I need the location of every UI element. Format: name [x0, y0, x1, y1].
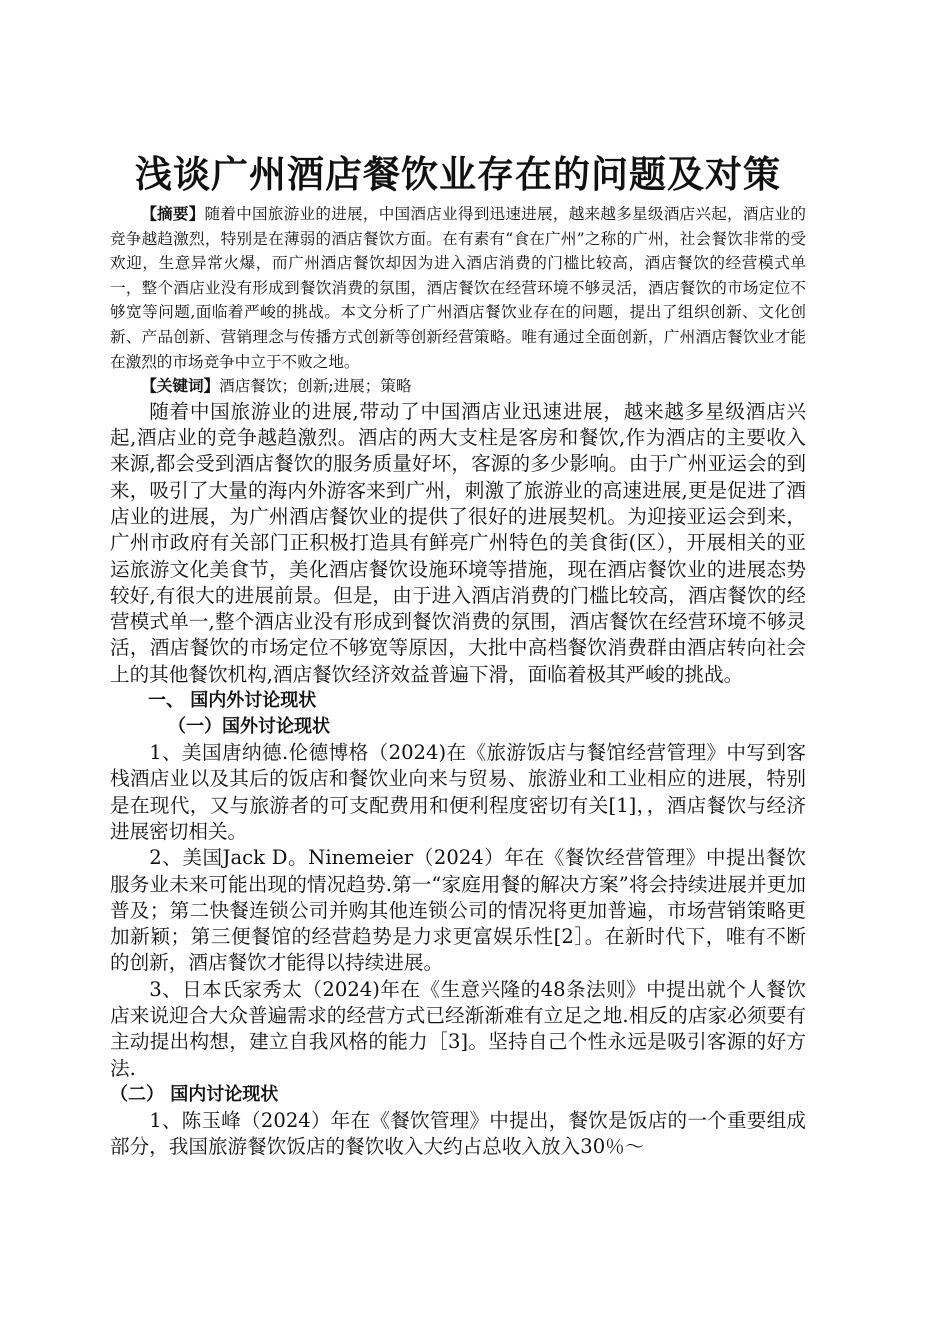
foreign-paragraph-1: 1、美国唐纳德.伦德博格（2024)在《旅游饭店与餐馆经营管理》中写到客栈酒店业以及其后的饭店和餐饮业向来与贸易、旅游业和工业相应的进展，特别是在现代，又与旅游者的可支配费用和便利程度密切有关[1]，，酒店餐饮与经济进展密切相关。: [110, 741, 806, 843]
foreign-paragraph-2: 2、美国Jack D。Ninemeier（2024）年在《餐饮经营管理》中提出餐饮服务业未来可能出现的情况趋势.第一“家庭用餐的解决方案”将会持续进展并更加普及；第二快餐连锁公司并购其他连锁公司的情况将更加普遍，市场营销策略更加新颖；第三便餐馆的经营趋势是力求更富娱乐性[2］。在新时代下，唯有不断的创新，酒店餐饮才能得以持续进展。: [110, 846, 806, 975]
document-title: 浅谈广州酒店餐饮业存在的问题及对策: [135, 153, 781, 196]
abstract-label: 【摘要】: [141, 204, 205, 223]
keywords: [110, 374, 806, 399]
domestic-paragraph-1: 1、陈玉峰（2024）年在《餐饮管理》中提出，餐饮是饭店的一个重要组成部分，我国旅游餐饮饭店的餐饮收入大约占总收入放入30％～: [110, 1108, 806, 1159]
foreign-paragraph-3: 3、日本氏家秀太（2024)年在《生意兴隆的48条法则》中提出就个人餐饮店来说迎合大众普遍需求的经营方式已经渐渐难有立足之地.相反的店家必须要有主动提出构想，建立自我风格的能力［3]。坚持自己个性永远是吸引客源的好方法.: [110, 977, 806, 1080]
keywords-text: 酒店餐饮；创新;进展；策略: [219, 377, 412, 396]
subsection-heading-foreign: （一）国外讨论现状: [168, 716, 330, 738]
document-page: [110, 148, 806, 1160]
intro-paragraph: 随着中国旅游业的进展,带动了中国酒店业迅速进展，越来越多星级酒店兴起,酒店业的竞争越趋激烈。酒店的两大支柱是客房和餐饮,作为酒店的主要收入来源,都会受到酒店餐饮的服务质量好坏，客源的多少影响。由于广州亚运会的到来，吸引了大量的海内外游客来到广州，刺激了旅游业的高速进展,更是促进了酒店业的进展，为广州酒店餐饮业的提供了很好的进展契机。为迎接亚运会到来，广州市政府有关部门正积极打造具有鲜亮广州特色的美食街(区），开展相关的亚运旅游文化美食节，美化酒店餐饮设施环境等措施，现在酒店餐饮业的进展态势较好,有很大的进展前景。但是，由于进入酒店消费的门槛比较高，酒店餐饮的经营模式单一,整个酒店业没有形成到餐饮消费的氛围，酒店餐饮在经营环境不够灵活，酒店餐饮的市场定位不够宽等原因，大批中高档餐饮消费群由酒店转向社会上的其他餐饮机构,酒店餐饮经济效益普遍下滑，面临着极其严峻的挑战。: [110, 399, 806, 686]
section-heading-1: 一、 国内外讨论现状: [148, 690, 317, 712]
abstract: [110, 202, 806, 374]
subsection-heading-domestic: （二） 国内讨论现状: [110, 1083, 279, 1105]
keywords-label: 【关键词】: [141, 376, 220, 396]
abstract-text: 随着中国旅游业的进展，中国酒店业得到迅速进展，越来越多星级酒店兴起，酒店业的竞争越趋激烈，特别是在薄弱的酒店餐饮方面。在有素有“食在广州”之称的广州，社会餐饮非常的受欢迎，生意异常火爆，而广州酒店餐饮却因为进入酒店消费的门槛比较高，酒店餐饮的经营模式单一，整个酒店业没有形成到餐饮消费的氛围，酒店餐饮在经营环境不够灵活，酒店餐饮的市场定位不够宽等问题,面临着严峻的挑战。本文分析了广州酒店餐饮业存在的问题，提出了组织创新、文化创新、产品创新、营销理念与传播方式创新等创新经营策略。唯有通过全面创新，广州酒店餐饮业才能在激烈的市场竞争中立于不败之地。: [110, 205, 806, 371]
